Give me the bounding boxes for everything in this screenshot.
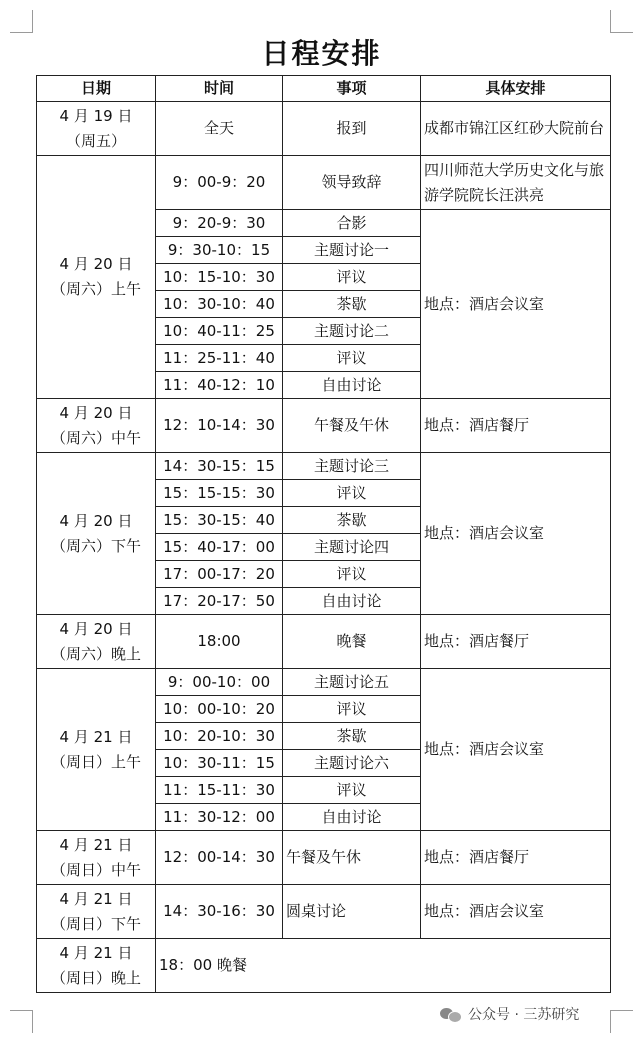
item-cell: 主题讨论三 — [283, 453, 421, 480]
table-row — [37, 102, 611, 156]
header-time: 时间 — [156, 76, 283, 102]
table-row — [37, 453, 611, 480]
time-cell: 17：20-17：50 — [156, 588, 283, 615]
detail-cell: 地点：酒店餐厅 — [421, 399, 611, 453]
item-cell: 评议 — [283, 345, 421, 372]
table-row — [37, 939, 611, 993]
header-item: 事项 — [283, 76, 421, 102]
detail-cell: 地点：酒店会议室 — [421, 885, 611, 939]
time-cell: 18:00 — [156, 615, 283, 669]
item-cell: 合影 — [283, 210, 421, 237]
time-cell: 10：30-11：15 — [156, 750, 283, 777]
date-cell: 4 月 20 日 （周六）中午 — [37, 399, 156, 453]
time-cell: 11：25-11：40 — [156, 345, 283, 372]
time-cell: 9：00-10：00 — [156, 669, 283, 696]
time-cell: 9：00-9：20 — [156, 156, 283, 210]
item-cell: 主题讨论一 — [283, 237, 421, 264]
date-cell: 4 月 21 日 （周日）晚上 — [37, 939, 156, 993]
date-cell: 4 月 20 日 （周六）下午 — [37, 453, 156, 615]
detail-cell: 地点：酒店餐厅 — [421, 615, 611, 669]
time-cell: 15：30-15：40 — [156, 507, 283, 534]
item-cell: 自由讨论 — [283, 372, 421, 399]
item-cell: 自由讨论 — [283, 588, 421, 615]
item-cell: 报到 — [283, 102, 421, 156]
detail-cell: 地点：酒店会议室 — [421, 210, 611, 399]
time-cell: 15：40-17：00 — [156, 534, 283, 561]
detail-cell: 地点：酒店会议室 — [421, 453, 611, 615]
time-cell: 9：30-10：15 — [156, 237, 283, 264]
detail-cell: 地点：酒店餐厅 — [421, 831, 611, 885]
detail-cell: 地点：酒店会议室 — [421, 669, 611, 831]
date-cell: 4 月 21 日 （周日）中午 — [37, 831, 156, 885]
footer-watermark — [440, 1004, 579, 1024]
page-corner-mark — [10, 10, 33, 33]
item-cell: 自由讨论 — [283, 804, 421, 831]
table-row — [37, 615, 611, 669]
time-cell: 14：30-15：15 — [156, 453, 283, 480]
item-cell: 圆桌讨论 — [283, 885, 421, 939]
time-cell: 10：15-10：30 — [156, 264, 283, 291]
item-cell: 茶歇 — [283, 291, 421, 318]
item-cell: 评议 — [283, 561, 421, 588]
time-cell: 12：10-14：30 — [156, 399, 283, 453]
item-cell: 主题讨论二 — [283, 318, 421, 345]
page-corner-mark — [10, 1010, 33, 1033]
time-cell: 10：30-10：40 — [156, 291, 283, 318]
table-row — [37, 831, 611, 885]
wechat-icon — [440, 1006, 462, 1022]
time-cell: 12：00-14：30 — [156, 831, 283, 885]
time-cell: 11：30-12：00 — [156, 804, 283, 831]
time-cell: 全天 — [156, 102, 283, 156]
item-cell: 评议 — [283, 777, 421, 804]
time-cell: 14：30-16：30 — [156, 885, 283, 939]
date-cell: 4 月 20 日 （周六）上午 — [37, 156, 156, 399]
item-cell: 茶歇 — [283, 723, 421, 750]
item-cell: 领导致辞 — [283, 156, 421, 210]
time-cell: 15：15-15：30 — [156, 480, 283, 507]
time-cell: 11：40-12：10 — [156, 372, 283, 399]
item-cell: 茶歇 — [283, 507, 421, 534]
table-row — [37, 156, 611, 210]
item-cell: 评议 — [283, 480, 421, 507]
table-row — [37, 885, 611, 939]
time-cell: 10：40-11：25 — [156, 318, 283, 345]
time-cell: 10：00-10：20 — [156, 696, 283, 723]
page-title: 日程安排 — [261, 37, 382, 70]
date-cell: 4 月 21 日 （周日）下午 — [37, 885, 156, 939]
merged-cell: 18：00 晚餐 — [156, 939, 611, 993]
table-header-row — [37, 76, 611, 102]
item-cell: 午餐及午休 — [283, 831, 421, 885]
schedule-table — [36, 75, 611, 993]
item-cell: 晚餐 — [283, 615, 421, 669]
page-corner-mark — [610, 1010, 633, 1033]
table-row — [37, 399, 611, 453]
detail-cell: 成都市锦江区红砂大院前台 — [421, 102, 611, 156]
page-corner-mark — [610, 10, 633, 33]
footer-text: 公众号 · 三苏研究 — [468, 1007, 580, 1023]
table-row — [37, 669, 611, 696]
item-cell: 评议 — [283, 696, 421, 723]
time-cell: 11：15-11：30 — [156, 777, 283, 804]
date-cell: 4 月 21 日 （周日）上午 — [37, 669, 156, 831]
header-detail: 具体安排 — [421, 76, 611, 102]
time-cell: 10：20-10：30 — [156, 723, 283, 750]
item-cell: 主题讨论四 — [283, 534, 421, 561]
date-cell: 4 月 20 日 （周六）晚上 — [37, 615, 156, 669]
header-date: 日期 — [37, 76, 156, 102]
date-cell: 4 月 19 日 （周五） — [37, 102, 156, 156]
detail-cell: 四川师范大学历史文化与旅游学院院长汪洪亮 — [421, 156, 611, 210]
item-cell: 评议 — [283, 264, 421, 291]
time-cell: 17：00-17：20 — [156, 561, 283, 588]
item-cell: 午餐及午休 — [283, 399, 421, 453]
item-cell: 主题讨论六 — [283, 750, 421, 777]
item-cell: 主题讨论五 — [283, 669, 421, 696]
time-cell: 9：20-9：30 — [156, 210, 283, 237]
